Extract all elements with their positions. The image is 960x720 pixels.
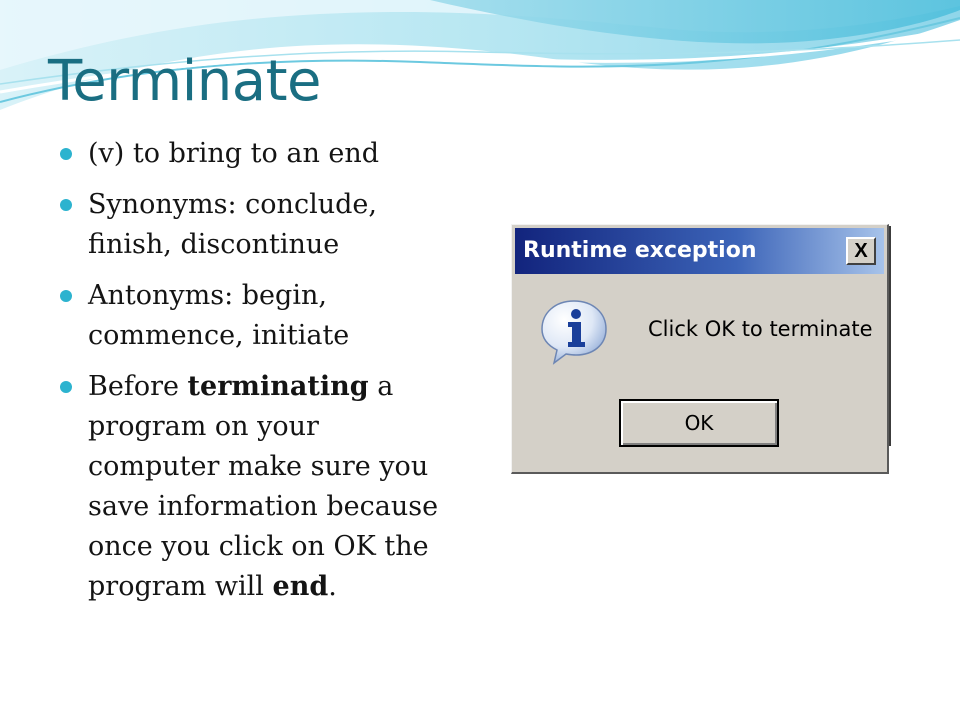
bullet-text: Synonyms: conclude, finish, discontinue bbox=[88, 189, 377, 260]
ok-button[interactable]: OK bbox=[619, 399, 779, 447]
bullet-text-post: . bbox=[328, 571, 337, 602]
bullet-item bbox=[60, 367, 455, 607]
bullet-text: (v) to bring to an end bbox=[88, 138, 380, 169]
bullet-item bbox=[60, 134, 455, 174]
dialog-titlebar[interactable] bbox=[515, 228, 884, 274]
bullet-bold-word: end bbox=[272, 571, 329, 602]
bullet-text-pre: Before bbox=[88, 371, 188, 402]
close-button[interactable]: X bbox=[846, 237, 876, 265]
bullet-dot-icon bbox=[60, 381, 72, 393]
dialog-message: Click OK to terminate bbox=[648, 317, 873, 341]
bullet-dot-icon bbox=[60, 148, 72, 160]
bullet-text: Antonyms: begin, commence, initiate bbox=[88, 280, 350, 351]
slide-title: Terminate bbox=[48, 49, 322, 114]
bullet-bold-word: terminating bbox=[187, 371, 369, 402]
bullet-text-mid: a program on your computer make sure you save information because once you click on OK the program will bbox=[88, 371, 439, 602]
info-icon bbox=[538, 297, 610, 365]
bullet-item bbox=[60, 276, 455, 356]
bullet-dot-icon bbox=[60, 290, 72, 302]
bullet-item bbox=[60, 185, 455, 265]
runtime-exception-dialog bbox=[511, 224, 889, 474]
bullet-dot-icon bbox=[60, 199, 72, 211]
bullet-list bbox=[60, 134, 455, 618]
dialog-title: Runtime exception bbox=[523, 238, 757, 263]
